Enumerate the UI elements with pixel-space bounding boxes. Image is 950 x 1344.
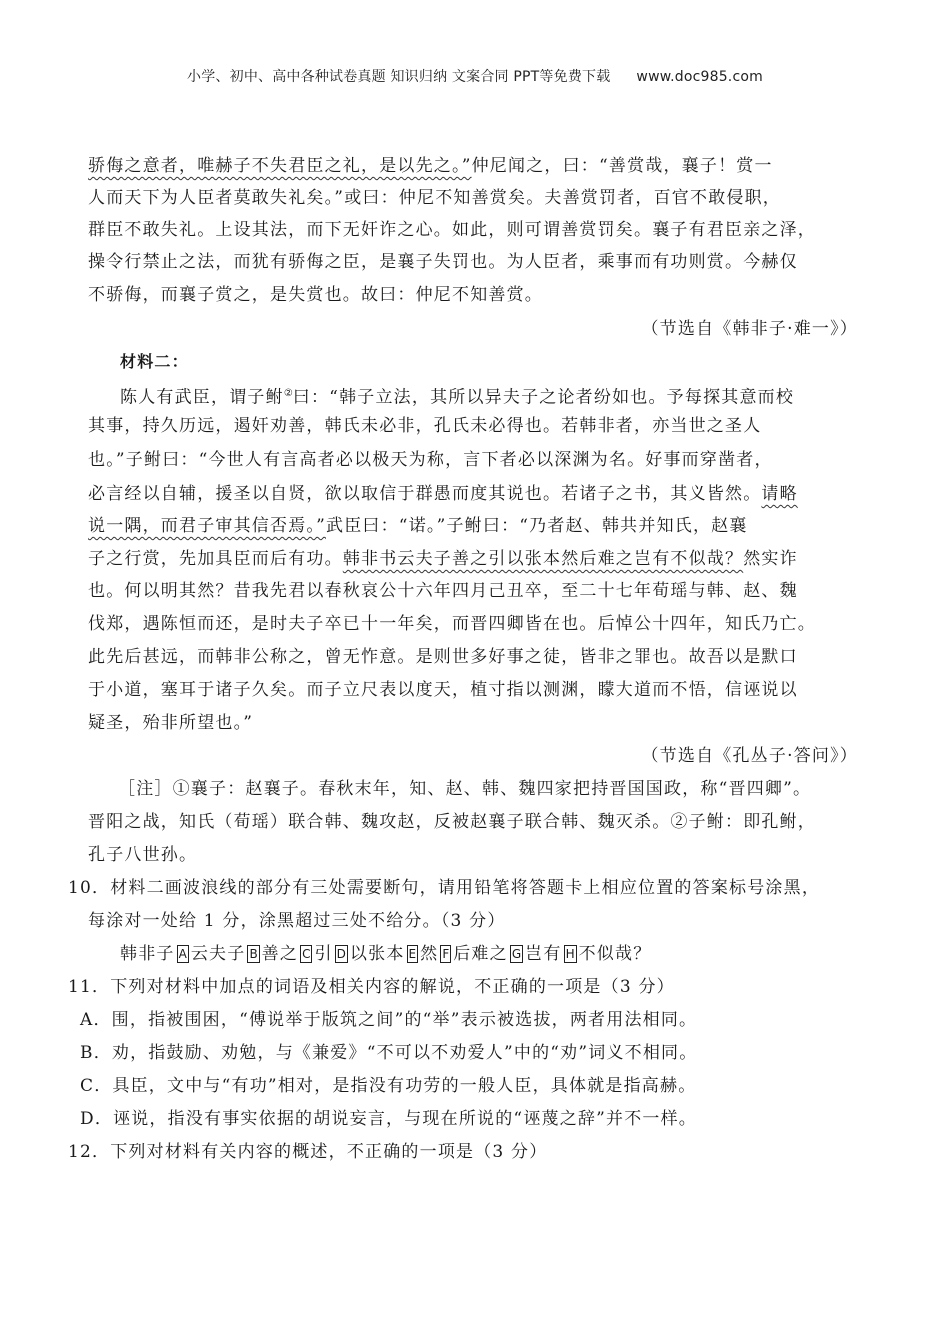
question-10-stem: 10．材料二画波浪线的部分有三处需要断句，请用铅笔将答题卡上相应位置的答案标号涂黑，: [68, 878, 821, 898]
passage2-line-1: 陈人有武臣，谓子鲋②曰：“韩子立法，其所以异夫子之论者纷如也。予每探其意而校: [120, 387, 795, 408]
page-header: [0, 66, 950, 86]
break-option-g[interactable]: G: [511, 947, 522, 961]
passage2-line-2: 其事，持久历远，遏奸劝善，韩氏未必非，孔氏未必得也。若韩非者，亦当世之圣人: [88, 416, 762, 436]
question-10-sentence: 韩非子 A 云夫子 B 善之 C 引 D 以张本 E 然 F 后难之 G 岂有 H 不似哉？: [120, 944, 652, 964]
wavy-underlined-text: 说一隅，而君子审其信否焉。”: [88, 516, 326, 536]
passage2-line-10: 于小道，塞耳于诸子久矣。而子立尺表以度天，植寸指以测渊，矇大道而不悟，信诬说以: [88, 680, 798, 700]
notes-line-3: 孔子八世孙。: [88, 845, 198, 865]
passage1-source: （节选自《韩非子·难一》）: [641, 319, 858, 339]
break-option-e[interactable]: E: [408, 947, 417, 961]
wavy-underlined-text: 请略: [761, 484, 798, 504]
passage2-line-8: 伐郑，遇陈恒而还，是时夫子卒已十一年矣，而晋四卿皆在也。后悼公十四年，知氏乃亡。: [88, 614, 816, 634]
passage2-line-9: 此先后甚远，而韩非公称之，曾无怍意。是则世多好事之徒，皆非之罪也。故吾以是默口: [88, 647, 798, 667]
passage2-line-3: 也。”子鲋曰：“今世人有言高者必以极天为称，言下者必以深渊为名。好事而穿凿者，: [88, 450, 773, 470]
passage2-line-7: 也。何以明其然？昔我先君以春秋哀公十六年四月己丑卒，至二十七年荀瑶与韩、赵、魏: [88, 581, 798, 601]
passage2-line-11: 疑圣，殆非所望也。”: [88, 713, 254, 733]
material-two-heading: 材料二：: [120, 352, 189, 371]
question-11-option-d[interactable]: D．诬说，指没有事实依据的胡说妄言，与现在所说的“诬蔑之辞”并不一样。: [80, 1109, 698, 1129]
passage1-line-4: 操令行禁止之法，而犹有骄侮之臣，是襄子失罚也。为人臣者，乘事而有功则赏。今赫仅: [88, 252, 798, 272]
break-option-a[interactable]: A: [178, 947, 187, 961]
passage2-line-5: 说一隅，而君子审其信否焉。”武臣曰：“诺。”子鲋曰：“乃者赵、韩共并知氏，赵襄: [88, 516, 748, 536]
passage2-source: （节选自《孔丛子·答问》）: [641, 746, 858, 766]
question-11-option-a[interactable]: A．围，指被围困，“傅说举于版筑之间”的“举”表示被选拔，两者用法相同。: [80, 1010, 698, 1030]
footnote-marker: ②: [283, 388, 293, 399]
passage1-line-1: 骄侮之意者，唯赫子不失君臣之礼，是以先之。”仲尼闻之，曰：“善赏哉，襄子！赏一: [88, 156, 773, 176]
header-site-link[interactable]: www.doc985.com: [636, 69, 763, 85]
passage2-line-6: 子之行赏，先加具臣而后有功。韩非书云夫子善之引以张本然后难之岂有不似哉？然实诈: [88, 549, 798, 569]
question-11-option-b[interactable]: B．劝，指鼓励、劝勉，与《兼爱》“不可以不劝爱人”中的“劝”词义不相同。: [80, 1043, 698, 1063]
break-option-h[interactable]: H: [565, 947, 575, 961]
break-option-d[interactable]: D: [336, 947, 346, 961]
passage2-line-4: 必言经以自辅，援圣以自贤，欲以取信于群愚而度其说也。若诸子之书，其义皆然。请略: [88, 484, 798, 504]
passage1-line-5: 不骄侮，而襄子赏之，是失赏也。故曰：仲尼不知善赏。: [88, 285, 543, 305]
passage1-line-3: 群臣不敢失礼。上设其法，而下无奸诈之心。如此，则可谓善赏罚矣。襄子有君臣亲之泽，: [88, 220, 816, 240]
question-12-stem: 12．下列对材料有关内容的概述，不正确的一项是（3 分）: [68, 1142, 548, 1162]
break-option-b[interactable]: B: [249, 947, 258, 961]
wavy-underlined-text: 韩非书云夫子善之引以张本然后难之岂有不似哉？: [342, 549, 744, 569]
break-option-c[interactable]: C: [302, 947, 311, 961]
notes-line-2: 晋阳之战，知氏（荀瑶）联合韩、魏攻赵，反被赵襄子联合韩、魏灭杀。②子鲋：即孔鲋，: [88, 812, 816, 832]
break-option-f[interactable]: F: [442, 947, 450, 961]
notes-line-1: ［注］①襄子：赵襄子。春秋末年，知、赵、韩、魏四家把持晋国国政，称“晋四卿”。: [118, 779, 812, 799]
question-11-option-c[interactable]: C．具臣，文中与“有功”相对，是指没有功劳的一般人臣，具体就是指高赫。: [80, 1076, 697, 1096]
question-10-stem-cont: 每涂对一处给 1 分，涂黑超过三处不给分。（3 分）: [88, 911, 506, 931]
wavy-underlined-text: 骄侮之意者，唯赫子不失君臣之礼，是以先之。”: [88, 156, 472, 176]
question-11-stem: 11．下列对材料中加点的词语及相关内容的解说，不正确的一项是（3 分）: [68, 977, 675, 997]
passage1-line-2: 人而天下为人臣者莫敢失礼矣。”或曰：仲尼不知善赏矣。夫善赏罚者，百官不敢侵职，: [88, 188, 781, 208]
header-title: 小学、初中、高中各种试卷真题 知识归纳 文案合同 PPT等免费下载: [187, 69, 611, 85]
